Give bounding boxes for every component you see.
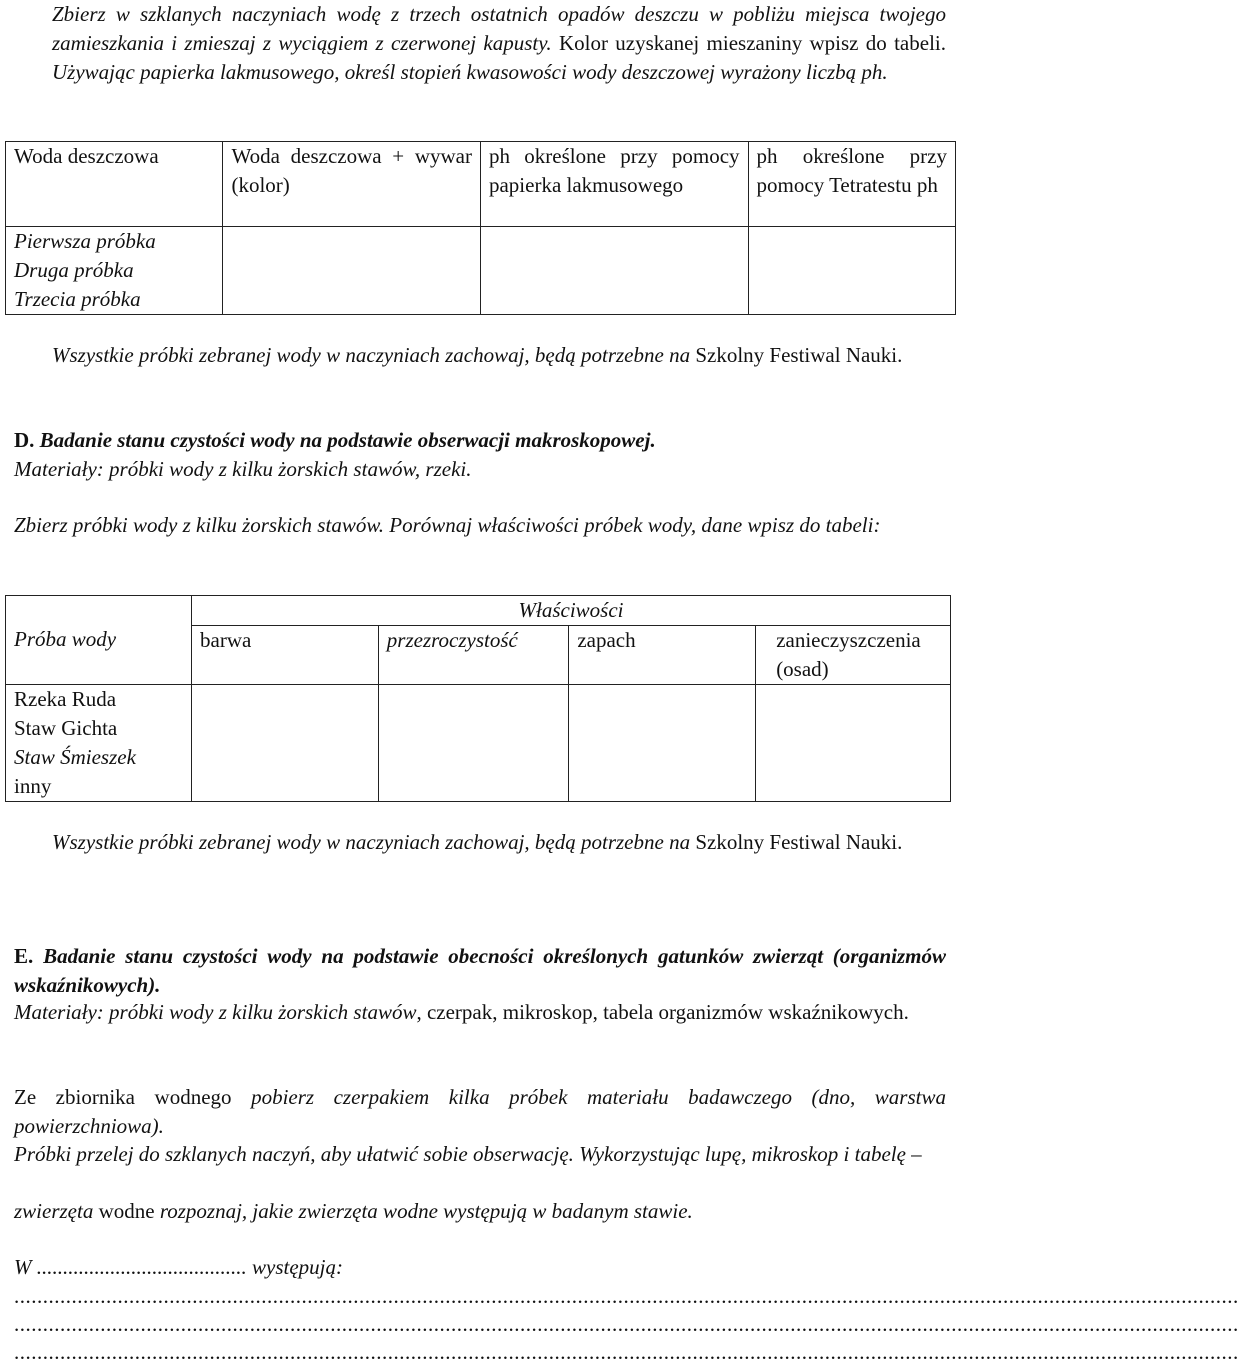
cell-transparency-empty [378, 685, 569, 802]
cell-litmus-empty [480, 227, 748, 315]
section-e-p1-b: pobierz czerpakiem kilka próbek materiału badawczego (dno, warstwa powierzchniowa). [14, 1085, 946, 1138]
cell-tetratest-empty [748, 227, 955, 315]
header-properties: Właściwości [192, 596, 951, 626]
section-e-title [14, 942, 946, 1000]
rainwater-table [5, 141, 956, 315]
section-d-instr-normal: Porównaj właściwości próbek wody, dane wpisz do tabeli: [389, 513, 881, 537]
row-sample-2: Druga próbka [14, 258, 134, 282]
section-e-p1 [14, 1083, 946, 1141]
spacer-cell [192, 656, 379, 685]
cell-color-empty [192, 685, 379, 802]
spacer-cell [569, 656, 756, 685]
section-d-letter: D. [14, 428, 35, 452]
row-pond-gichta: Staw Gichta [14, 716, 118, 740]
section-e-p1-a: Ze zbiornika wodnego [14, 1085, 232, 1109]
note-1 [52, 341, 946, 370]
intro-paragraph [52, 0, 946, 87]
section-e-p3-c: rozpoznaj, jakie zwierzęta wodne występują w badanym stawie. [159, 1199, 693, 1223]
section-e-materials-normal: , czerpak, mikroskop, tabela organizmów wskaźnikowych. [416, 1000, 909, 1024]
note-1-normal: Szkolny Festiwal Nauki. [695, 343, 903, 367]
row-sample-3: Trzecia próbka [14, 287, 141, 311]
answer-line-2[interactable]: ..................................................................................................................................................................................................................... [14, 1312, 1239, 1336]
section-d-title [14, 426, 946, 455]
header-rainwater: Woda deszczowa [6, 142, 223, 227]
answer-line-3[interactable]: ..................................................................................................................................................................................................................... [14, 1340, 1239, 1364]
section-e-p3-a: zwierzęta [14, 1199, 94, 1223]
col-color: barwa [192, 626, 379, 656]
col-smell: zapach [569, 626, 756, 656]
spacer-cell [378, 656, 569, 685]
cell-pollution-empty [756, 685, 951, 802]
intro-part1: Zbierz w szklanych naczyniach wodę z trzech ostatnich opadów deszczu w pobliżu miejsca twojego zamieszkania i zmieszaj z wyciągiem z czerwonej kapusty. [52, 2, 946, 55]
row-sample-1: Pierwsza próbka [14, 229, 156, 253]
section-e-letter: E. [14, 944, 34, 968]
section-d-instr-italic: Zbierz próbki wody z kilku żorskich stawów. [14, 513, 385, 537]
occurrence-line: W ........................................ występują: [14, 1255, 343, 1279]
row-other: inny [14, 774, 52, 798]
note-1-italic: Wszystkie próbki zebranej wody w naczyniach zachowaj, będą potrzebne na [52, 343, 691, 367]
samples-cell [6, 227, 223, 315]
intro-part3: Używając papierka lakmusowego, określ stopień kwasowości wody deszczowej wyrażony liczbą ph. [52, 60, 888, 84]
section-e-p2: Próbki przelej do szklanych naczyń, aby ułatwić sobie obserwację. Wykorzystując lupę, mikroskop i tabelę – [14, 1142, 922, 1166]
header-ph-tetratest: ph określone przy pomocy Tetratestu ph [748, 142, 955, 227]
header-ph-litmus: ph określone przy pomocy papierka lakmusowego [480, 142, 748, 227]
col-pollution: zanieczyszczenia (osad) [756, 626, 951, 685]
section-e-materials-italic: Materiały: próbki wody z kilku żorskich stawów [14, 1000, 417, 1024]
section-e-p3-b: wodne [98, 1199, 155, 1223]
note-2-italic: Wszystkie próbki zebranej wody w naczyniach zachowaj, będą potrzebne na [52, 830, 691, 854]
water-properties-table [5, 595, 951, 802]
section-e-materials [14, 998, 946, 1027]
col-transparency: przezroczystość [378, 626, 569, 656]
section-d-heading: Badanie stanu czystości wody na podstawie obserwacji makroskopowej. [39, 428, 656, 452]
header-rainwater-extract: Woda deszczowa + wywar (kolor) [223, 142, 481, 227]
row-pond-smieszek: Staw Śmieszek [14, 745, 136, 769]
intro-part2: Kolor uzyskanej mieszaniny wpisz do tabeli. [558, 31, 946, 55]
note-2-normal: Szkolny Festiwal Nauki. [695, 830, 903, 854]
cell-extract-empty [223, 227, 481, 315]
samples-list-cell [6, 685, 192, 802]
row-river-ruda: Rzeka Ruda [14, 687, 117, 711]
header-sample: Próba wody [6, 596, 192, 685]
section-e-heading: Badanie stanu czystości wody na podstawie obecności określonych gatunków zwierząt (organizmów wskaźnikowych). [14, 944, 947, 997]
section-e-p3 [14, 1197, 946, 1226]
cell-smell-empty [569, 685, 756, 802]
section-d-materials: Materiały: próbki wody z kilku żorskich stawów, rzeki. [14, 457, 472, 481]
answer-line-1[interactable]: ..................................................................................................................................................................................................................... [14, 1284, 1239, 1308]
section-d-instructions [14, 511, 946, 540]
note-2 [52, 828, 946, 857]
